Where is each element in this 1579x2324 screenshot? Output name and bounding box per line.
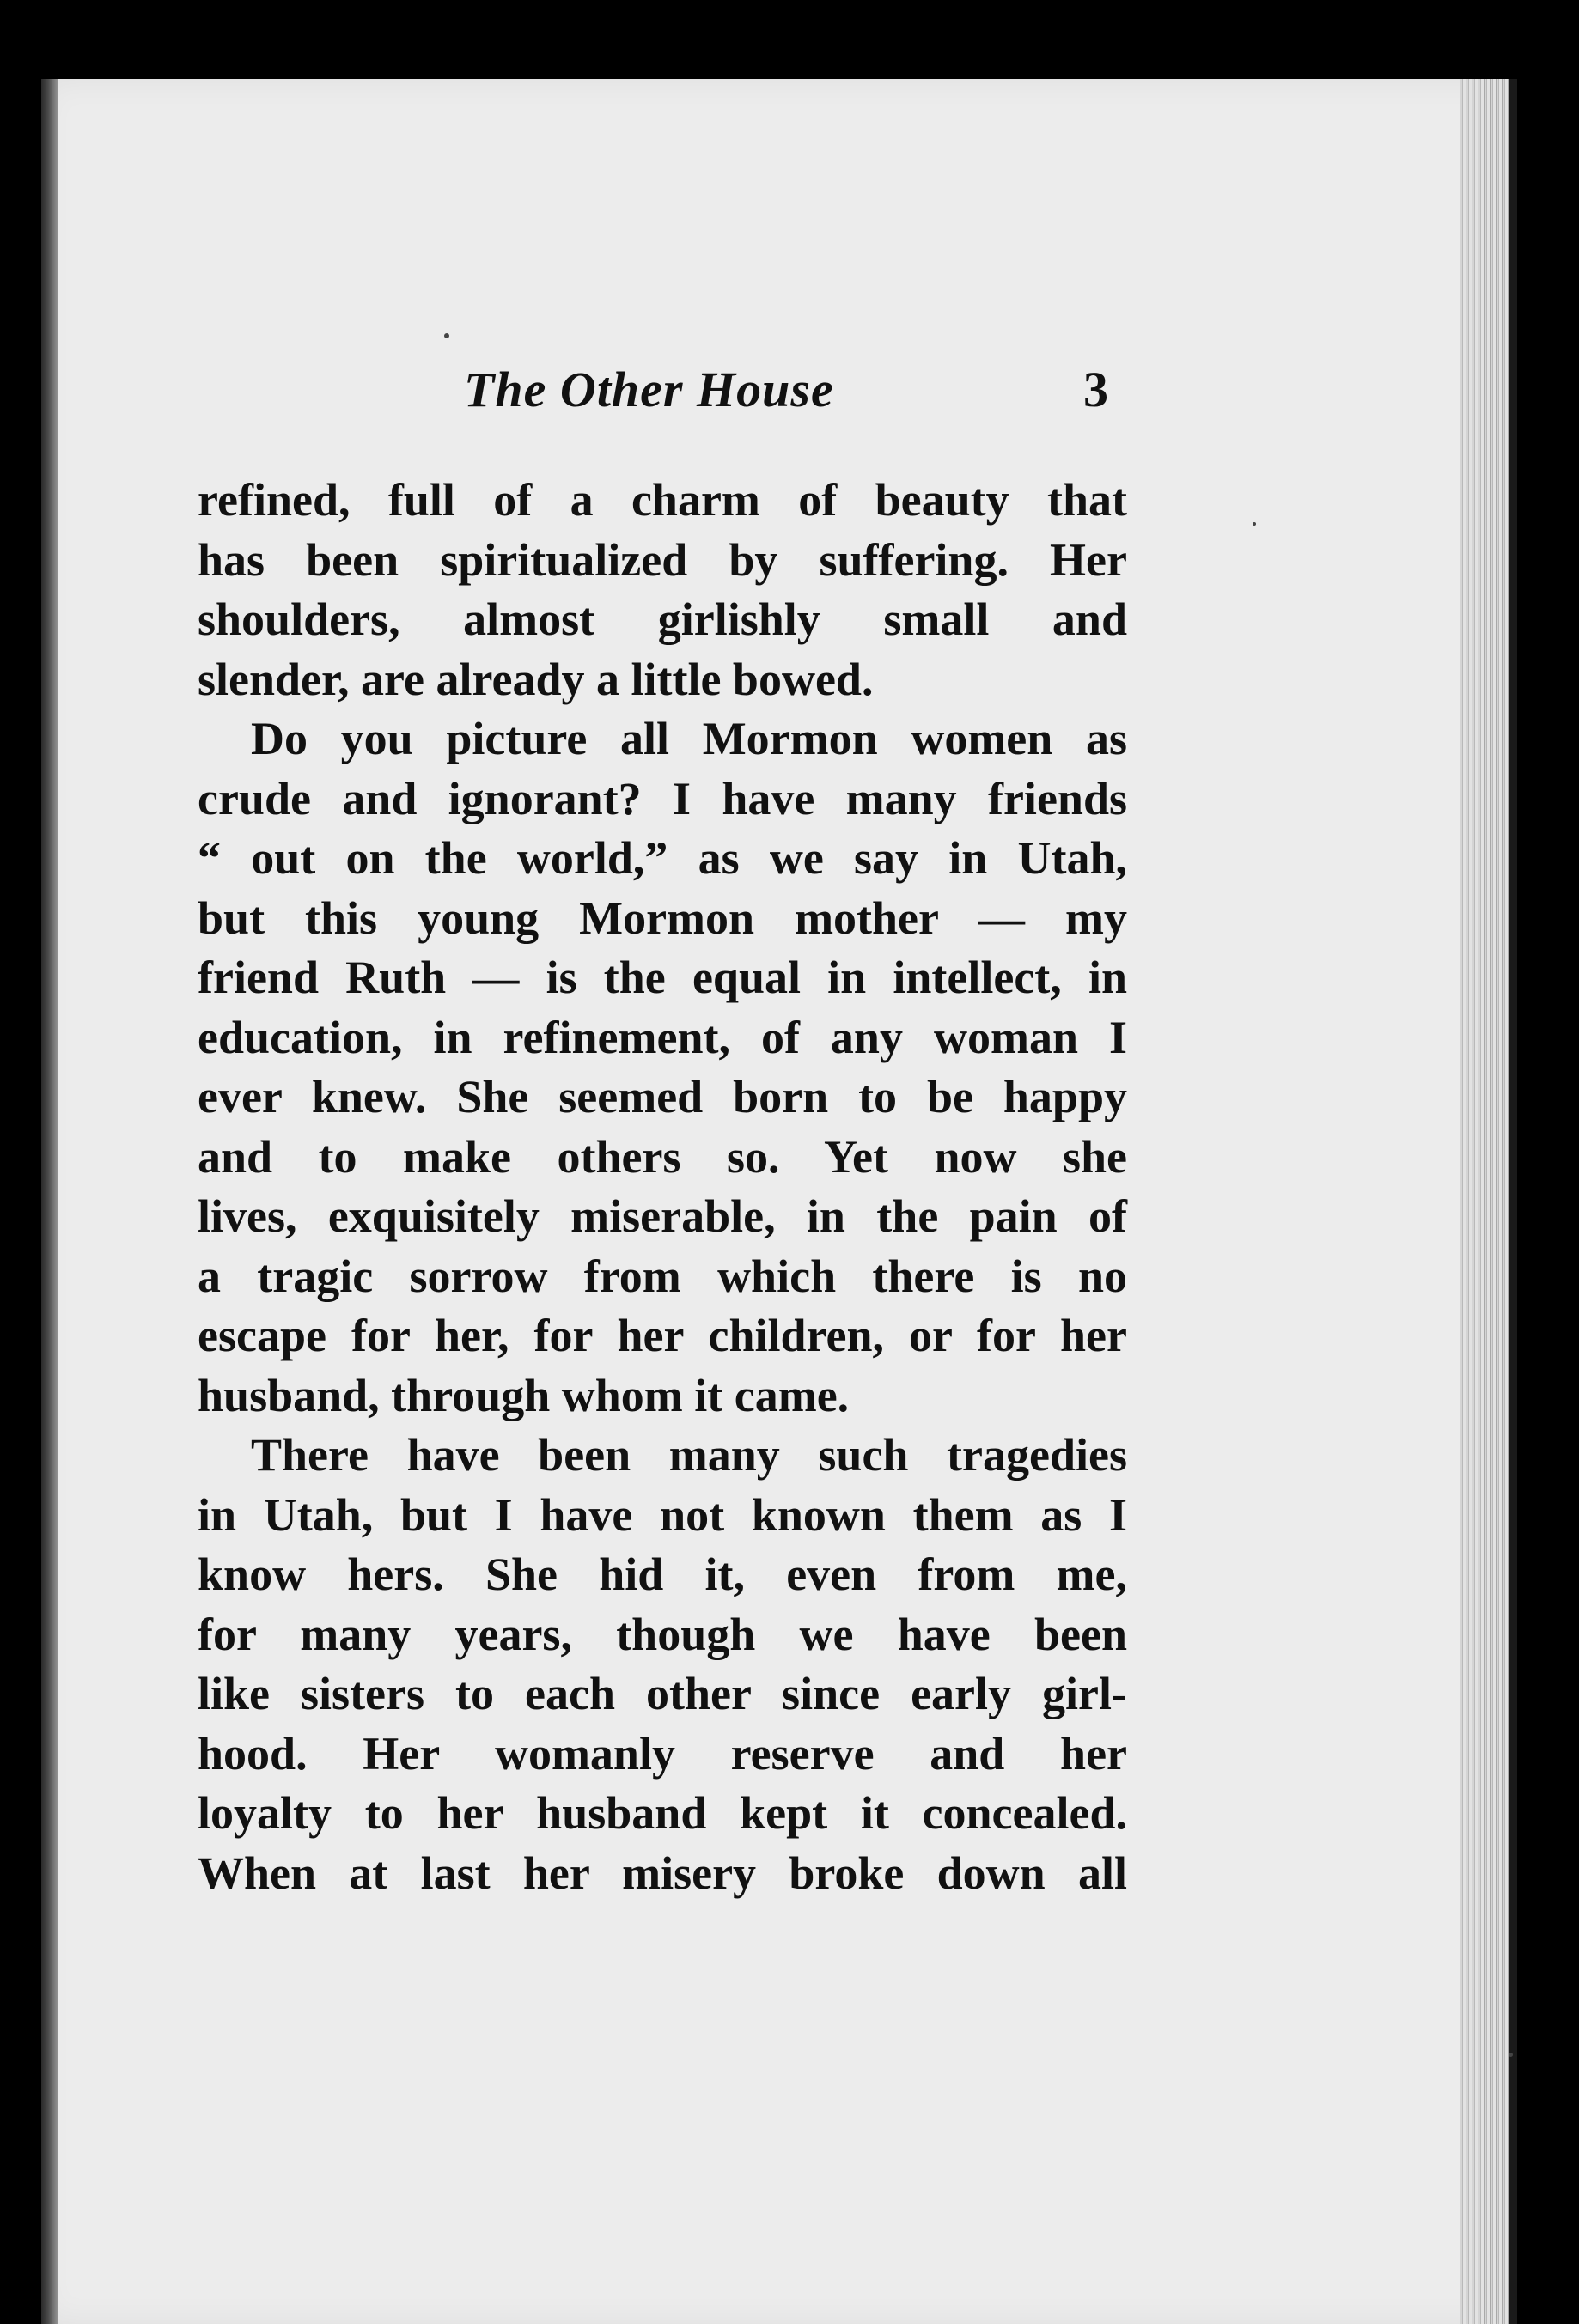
paragraph [198, 709, 1127, 1426]
text-line: slender, are already a little bowed. [198, 653, 874, 705]
text-line: but this young Mormon mother — my [198, 891, 1127, 944]
text-line: loyalty to her husband kept it concealed. [198, 1787, 1127, 1839]
text-line: When at last her misery broke down all [198, 1846, 1127, 1899]
text-line: has been spiritualized by suffering. Her [198, 533, 1127, 586]
text-line: husband, through whom it came. [198, 1369, 850, 1421]
text-line: “ out on the world,” as we say in Utah, [198, 832, 1127, 884]
text-line: shoulders, almost girlishly small and [198, 593, 1127, 645]
page-header [198, 361, 1125, 429]
paragraph [198, 471, 1127, 709]
ink-speck [1253, 522, 1256, 526]
page-edge-shadow [1509, 79, 1517, 2324]
text-line: like sisters to each other since early girl- [198, 1668, 1127, 1719]
text-line: Do you picture all Mormon women as [251, 713, 1127, 764]
text-line: know hers. She hid it, even from me, [198, 1548, 1127, 1600]
page-edges [1460, 79, 1512, 2324]
text-line: for many years, though we have been [198, 1608, 1127, 1660]
page-number: 3 [1083, 362, 1108, 417]
text-line: lives, exquisitely miserable, in the pain of [198, 1190, 1127, 1242]
binding-edge [41, 79, 58, 2324]
text-line: There have been many such tragedies [251, 1429, 1127, 1481]
text-line: and to make others so. Yet now she [198, 1130, 1127, 1183]
ink-speck [1509, 2053, 1513, 2057]
body-text [198, 471, 1127, 1903]
text-line: refined, full of a charm of beauty that [198, 474, 1127, 526]
text-line: hood. Her womanly reserve and her [198, 1727, 1127, 1780]
text-line: ever knew. She seemed born to be happy [198, 1071, 1127, 1122]
text-line: crude and ignorant? I have many friends [198, 772, 1127, 824]
running-title: The Other House [464, 362, 834, 417]
text-line: education, in refinement, of any woman I [198, 1011, 1127, 1063]
text-line: friend Ruth — is the equal in intellect, in [198, 952, 1127, 1003]
text-line: in Utah, but I have not known them as I [198, 1488, 1127, 1541]
ink-speck [444, 333, 449, 338]
text-line: escape for her, for her children, or for her [198, 1310, 1127, 1361]
text-line: a tragic sorrow from which there is no [198, 1250, 1127, 1302]
paragraph [198, 1426, 1127, 1903]
